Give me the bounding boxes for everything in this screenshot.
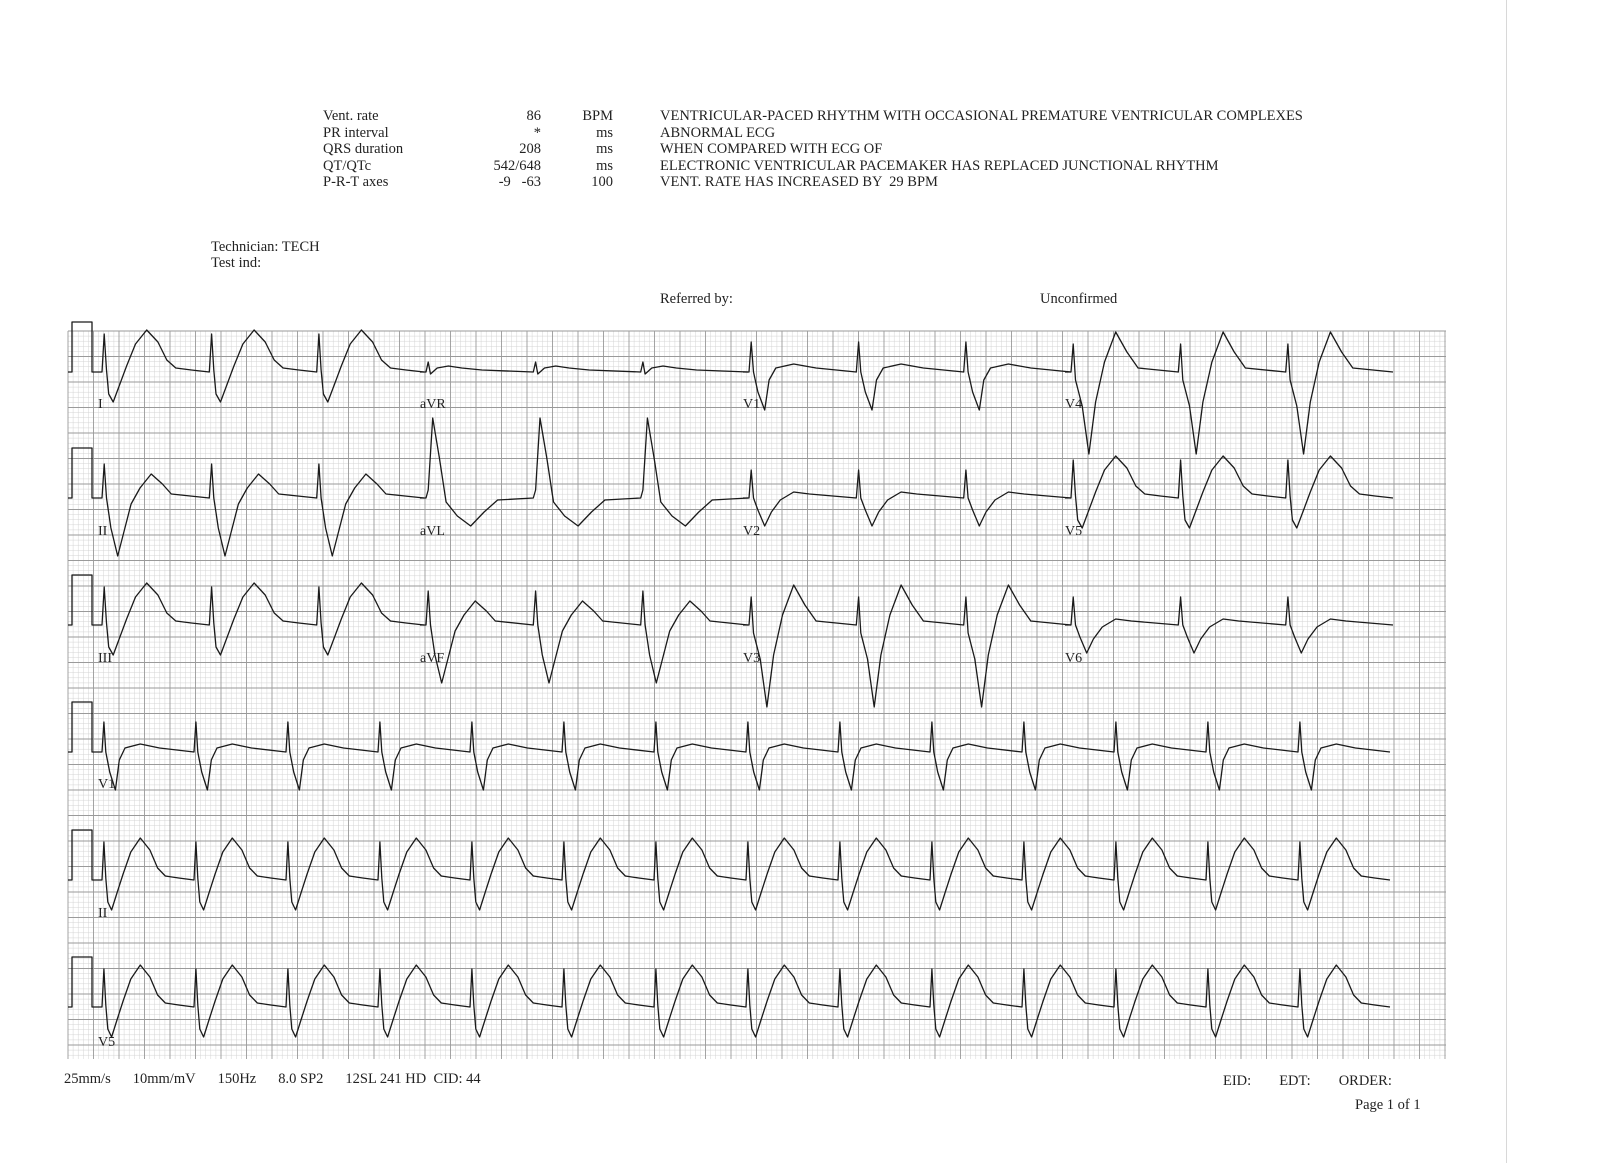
measurement-value: 542/648: [493, 157, 541, 174]
lead-label-aVL: aVL: [420, 524, 445, 539]
lead-label-V4: V4: [1065, 397, 1083, 412]
order-label: ORDER:: [1338, 1073, 1392, 1089]
lead-label-aVR: aVR: [420, 397, 446, 412]
lead-label-II: II: [98, 524, 108, 539]
measurement-unit: ms: [596, 124, 613, 141]
calibration-pulse: [68, 702, 96, 752]
ecg-trace-lead: [1065, 597, 1393, 653]
ecg-trace-lead: [1065, 456, 1393, 528]
lead-label-rhythm-1: V1: [98, 777, 116, 792]
calibration-pulse: [68, 830, 96, 880]
ecg-trace-rhythm: [96, 965, 1390, 1037]
footer-settings: [64, 1071, 503, 1088]
measurement-unit: ms: [596, 157, 613, 174]
footer-ids: [1223, 1073, 1420, 1090]
lead-label-V2: V2: [743, 524, 761, 539]
measurement-label: Vent. rate: [323, 108, 379, 124]
referred-by: Referred by:: [660, 291, 733, 307]
measurement-label: QT/QTc: [323, 157, 372, 174]
test-ind-text: Test ind:: [211, 255, 262, 271]
measurement-label: QRS duration: [323, 141, 404, 158]
device-info: 12SL 241 HD CID: 44: [345, 1071, 481, 1087]
filter-setting: 150Hz: [217, 1071, 257, 1087]
edt-label: EDT:: [1279, 1073, 1311, 1089]
calibration-pulse: [68, 322, 96, 372]
measurement-label: P-R-T axes: [323, 174, 389, 191]
lead-label-V3: V3: [743, 651, 761, 666]
ecg-trace-lead: [96, 583, 424, 655]
calibration-pulse: [68, 448, 96, 498]
lead-label-V1: V1: [743, 397, 761, 412]
measurement-value: *: [533, 124, 541, 141]
measurement-value: 86: [526, 108, 541, 124]
interpretation-line: VENT. RATE HAS INCREASED BY 29 BPM: [660, 174, 938, 191]
measurement-value: 208: [519, 141, 541, 158]
grid-minor: [68, 331, 1446, 1059]
interpretation-line: ABNORMAL ECG: [660, 124, 776, 141]
interpretation-line: VENTRICULAR-PACED RHYTHM WITH OCCASIONAL PREMATURE VENTRICULAR COMPLEXES: [660, 108, 1303, 124]
ecg-trace-lead: [420, 362, 748, 374]
measurement-unit: 100: [591, 174, 613, 191]
technician-text: Technician: TECH: [211, 239, 320, 255]
confirmation-status: Unconfirmed: [1040, 291, 1118, 307]
interpretation-line: WHEN COMPARED WITH ECG OF: [660, 141, 883, 158]
lead-label-rhythm-3: V5: [98, 1035, 116, 1050]
ecg-trace-lead: [1065, 332, 1393, 454]
measurement-unit: BPM: [582, 108, 613, 124]
lead-label-V5: V5: [1065, 524, 1083, 539]
ecg-trace-rhythm: [96, 838, 1390, 910]
measurement-unit: ms: [596, 141, 613, 158]
eid-label: EID:: [1223, 1073, 1252, 1089]
lead-label-rhythm-2: II: [98, 906, 108, 921]
measurement-value: -9 -63: [498, 174, 541, 191]
paper-speed: 25mm/s: [64, 1071, 111, 1087]
interpretation-line: ELECTRONIC VENTRICULAR PACEMAKER HAS REPLACED JUNCTIONAL RHYTHM: [660, 157, 1219, 174]
ecg-trace-lead: [96, 330, 424, 402]
lead-label-aVF: aVF: [420, 651, 445, 666]
calibration-pulse: [68, 957, 96, 1007]
lead-label-V6: V6: [1065, 651, 1083, 666]
lead-label-I: I: [98, 397, 103, 412]
page-number: Page 1 of 1: [1355, 1097, 1421, 1113]
lead-label-III: III: [98, 651, 112, 666]
measurement-label: PR interval: [323, 124, 389, 141]
grid-major: [68, 331, 1446, 1059]
gain-setting: 10mm/mV: [132, 1071, 196, 1087]
software-version: 8.0 SP2: [278, 1071, 324, 1087]
calibration-pulse: [68, 575, 96, 625]
ecg-trace-lead: [96, 464, 424, 556]
